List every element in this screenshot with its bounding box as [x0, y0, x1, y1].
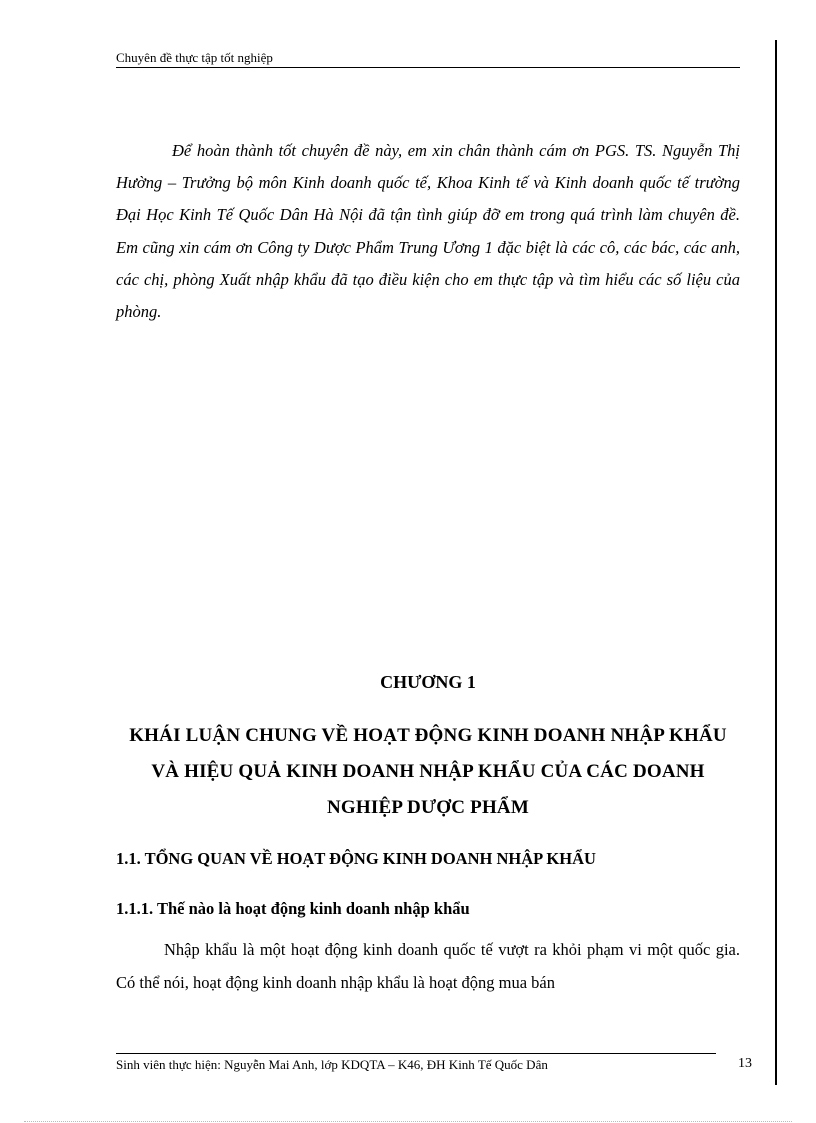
section-heading-1-1-1: 1.1.1. Thế nào là hoạt động kinh doanh nhập khẩu: [116, 899, 470, 918]
section-heading-1-1: 1.1. TỔNG QUAN VỀ HOẠT ĐỘNG KINH DOANH NHẬP KHẨU: [116, 849, 596, 868]
running-header: Chuyên đề thực tập tốt nghiệp: [116, 50, 740, 68]
page-bottom-edge: [24, 1121, 792, 1122]
footer-divider: [116, 1053, 716, 1054]
footer-author: Sinh viên thực hiện: Nguyễn Mai Anh, lớp KDQTA – K46, ĐH Kinh Tế Quốc Dân: [116, 1057, 548, 1072]
chapter-number: CHƯƠNG 1: [380, 672, 476, 692]
chapter-title: KHÁI LUẬN CHUNG VỀ HOẠT ĐỘNG KINH DOANH NHẬP KHẨU VÀ HIỆU QUẢ KINH DOANH NHẬP KHẨU CỦA CÁC DOANH NGHIỆP DƯỢC PHẨM: [129, 725, 727, 818]
acknowledgement-paragraph: Để hoàn thành tốt chuyên đề này, em xin chân thành cám ơn PGS. TS. Nguyễn Thị Hường – Trưởng bộ môn Kinh doanh quốc tế, Khoa Kinh tế và Kinh doanh quốc tế trường Đại Học Kinh Tế Quốc Dân Hà Nội đã tận tình giúp đỡ em trong quá trình làm chuyên đề. Em cũng xin cám ơn Công ty Dược Phẩm Trung Ương 1 đặc biệt là các cô, các bác, các anh, các chị, phòng Xuất nhập khẩu đã tạo điều kiện cho em thực tập và tìm hiểu các số liệu của phòng.: [116, 141, 740, 322]
page-border-right: [775, 40, 777, 1085]
page-number: 13: [738, 1056, 752, 1071]
body-paragraph: Nhập khẩu là một hoạt động kinh doanh quốc tế vượt ra khỏi phạm vi một quốc gia. Có thể nói, hoạt động kinh doanh nhập khẩu là hoạt động mua bán: [116, 940, 740, 992]
